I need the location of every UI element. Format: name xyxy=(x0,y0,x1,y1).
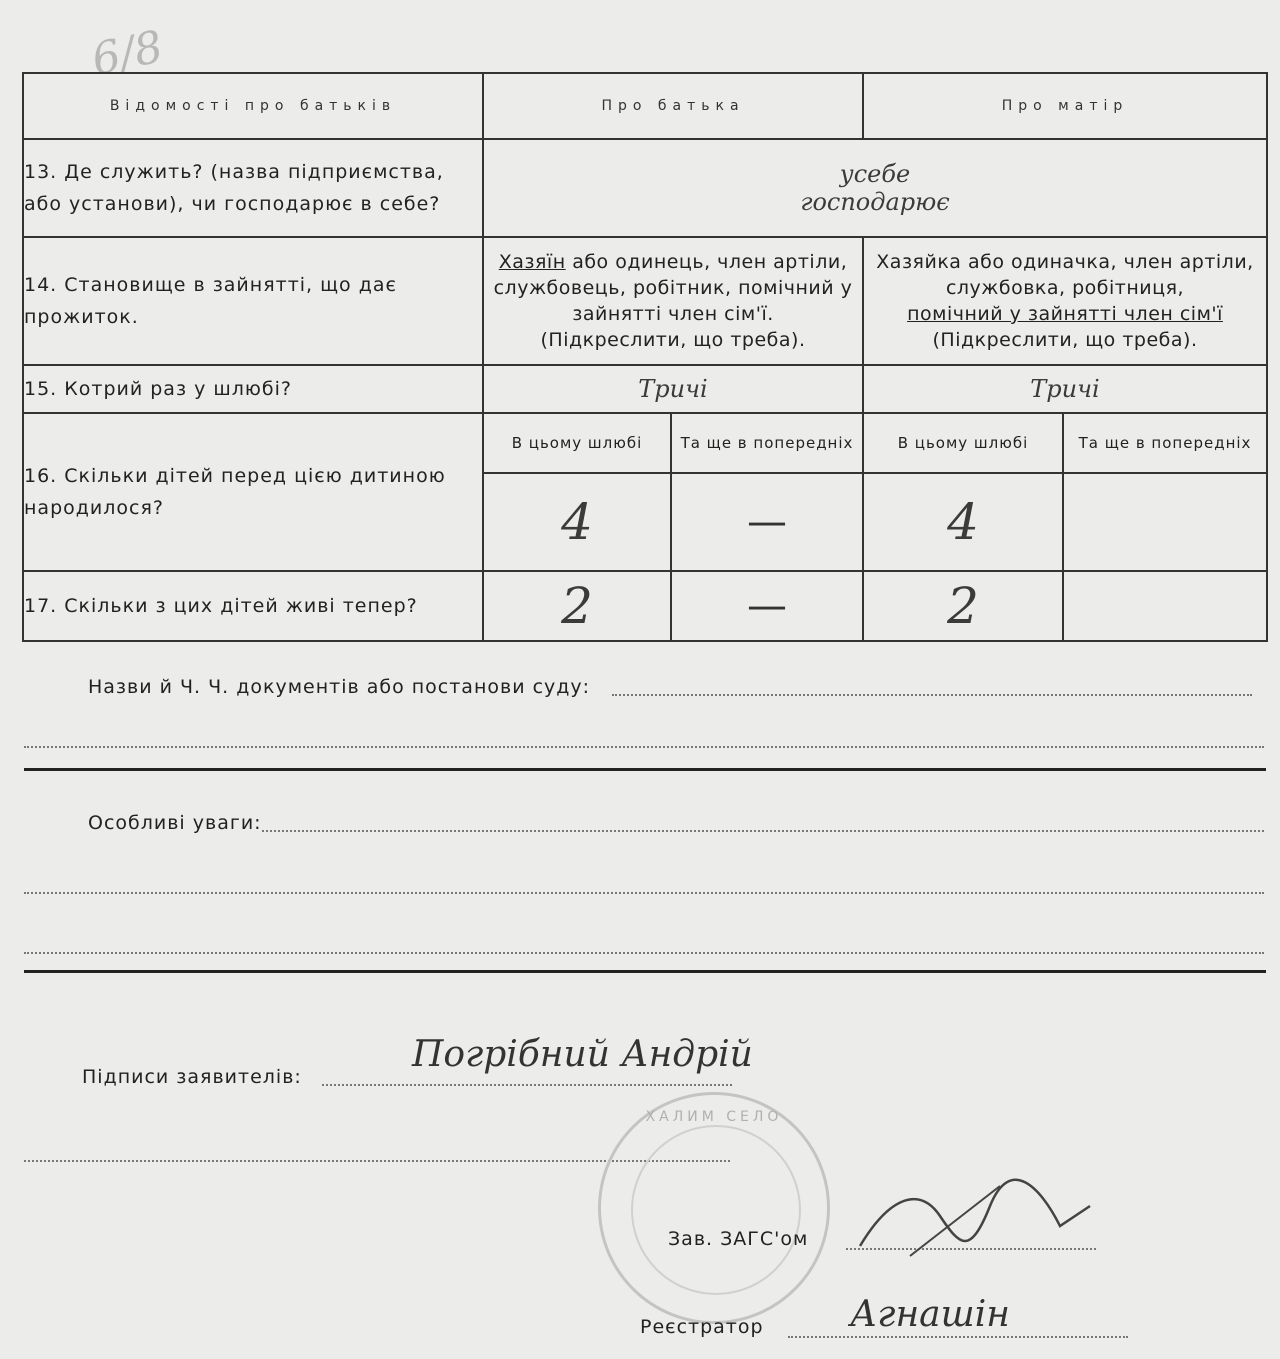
notes-line-2 xyxy=(24,892,1264,894)
father-occupation-options xyxy=(483,237,863,365)
row-q15 xyxy=(23,365,1267,413)
father-owner-underlined: Хазяїн xyxy=(498,251,566,273)
mother-occupation-options xyxy=(863,237,1267,365)
mother-children-alive-prev xyxy=(1063,571,1267,641)
section-divider-1 xyxy=(24,768,1266,771)
father-occupation-rest: або одинець, член артіли, службовець, робітник, помічний у зайнятті член сім'ї. xyxy=(493,251,853,325)
row-q13 xyxy=(23,139,1267,237)
mother-children-born-this: 4 xyxy=(863,473,1063,571)
head-signature-scribble xyxy=(850,1176,1100,1266)
question-16: 16. Скільки дітей перед цією дитиною народилося? xyxy=(23,413,483,571)
documents-label: Назви й Ч. Ч. документів або постанови суду: xyxy=(88,676,591,698)
question-15: 15. Котрий раз у шлюбі? xyxy=(23,365,483,413)
mother-occupation-line1: Хазяйка або одиначка, член артіли, службовка, робітниця, xyxy=(876,251,1254,299)
row-q17 xyxy=(23,571,1267,641)
mother-occupation-underlined: помічний у зайнятті член сім'ї xyxy=(907,303,1223,325)
father-children-born-prev: — xyxy=(671,473,863,571)
header-mother-column: Про матір xyxy=(863,73,1267,139)
mother-occupation-note: (Підкреслити, що треба). xyxy=(932,329,1198,351)
header-father-column: Про батька xyxy=(483,73,863,139)
documents-line-1 xyxy=(612,694,1252,696)
notes-line-3 xyxy=(24,952,1264,954)
head-of-registry-label: Зав. ЗАГС'ом xyxy=(668,1228,809,1250)
father-previous-header: Та ще в попередніх xyxy=(671,413,863,473)
signatures-label: Підписи заявителів: xyxy=(82,1066,302,1088)
mother-children-born-prev xyxy=(1063,473,1267,571)
mother-previous-header: Та ще в попередніх xyxy=(1063,413,1267,473)
answer-13 xyxy=(483,139,1267,237)
official-stamp xyxy=(598,1092,830,1324)
stamp-text: ХАЛИМ СЕЛО xyxy=(645,1109,783,1125)
answer-13-line2: господарює xyxy=(800,188,950,216)
registrar-signature-line xyxy=(788,1336,1128,1338)
applicant-signature: Погрібний Андрій xyxy=(412,1034,753,1075)
documents-line-2 xyxy=(24,746,1264,748)
table-header-row xyxy=(23,73,1267,139)
pencil-archive-mark: 6/8 xyxy=(87,21,168,86)
mother-this-marriage-header: В цьому шлюбі xyxy=(863,413,1063,473)
registrar-label: Реєстратор xyxy=(640,1316,764,1338)
question-14: 14. Становище в зайнятті, що дає прожиток. xyxy=(23,237,483,365)
registrar-signature: Агнашін xyxy=(850,1294,1010,1335)
father-children-alive-prev: — xyxy=(671,571,863,641)
answer-13-line1: усебе xyxy=(839,160,911,188)
mother-marriage-count: Тричі xyxy=(863,365,1267,413)
question-13: 13. Де служить? (назва підприємства, або установи), чи господарює в себе? xyxy=(23,139,483,237)
father-occupation-note: (Підкреслити, що треба). xyxy=(540,329,806,351)
header-info-column: Відомості про батьків xyxy=(23,73,483,139)
question-17: 17. Скільки з цих дітей живі тепер? xyxy=(23,571,483,641)
father-marriage-count: Тричі xyxy=(483,365,863,413)
section-divider-2 xyxy=(24,970,1266,973)
father-this-marriage-header: В цьому шлюбі xyxy=(483,413,671,473)
notes-label: Особливі уваги: xyxy=(88,812,262,834)
parents-info-table xyxy=(22,72,1268,642)
row-q14 xyxy=(23,237,1267,365)
notes-line-1 xyxy=(262,830,1264,832)
mother-children-alive-this: 2 xyxy=(863,571,1063,641)
row-subheaders xyxy=(23,413,1267,473)
father-children-born-this: 4 xyxy=(483,473,671,571)
signatures-line-1 xyxy=(322,1084,732,1086)
father-children-alive-this: 2 xyxy=(483,571,671,641)
